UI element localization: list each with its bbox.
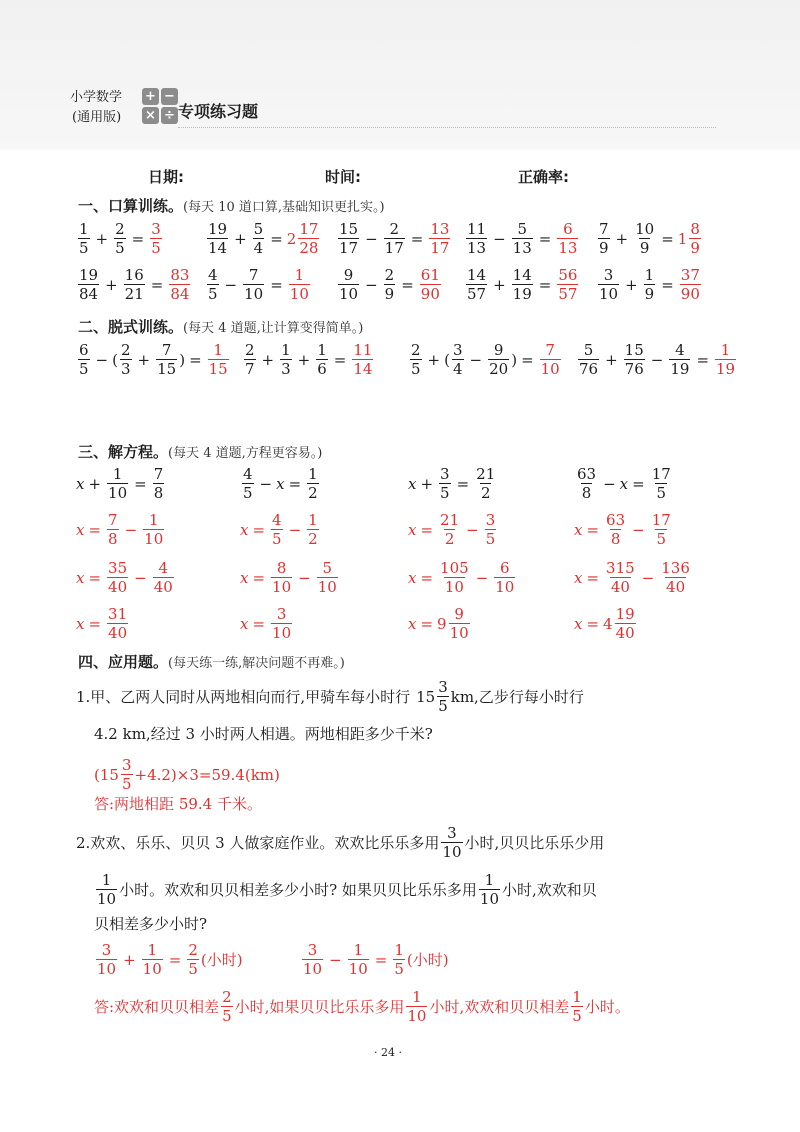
oral-q5: $\frac{7}{9}$ + $\frac{10}{9}$ = 1 $\frac{8}{9}$ [599,220,700,257]
app2-answer: 答:欢欢和贝贝相差 $\frac{2}{5}$ 小时,如果贝贝比乐乐多用 $\frac{1}{10}$ 小时,欢欢和贝贝相差 $\frac{1}{5}$ 小时。 [94,988,630,1025]
equation-2: $\frac{4}{5}$ − x = $\frac{1}{2}$ [243,465,318,502]
equation-1-step2: x = $\frac{35}{40}$ − $\frac{4}{40}$ [76,559,173,596]
stepwise-p4: $\frac{5}{76}$ + $\frac{15}{76}$ − $\frac{4}{19}$ = $\frac{1}{19}$ [579,341,736,378]
stepwise-p2: $\frac{2}{7}$ + $\frac{1}{3}$ + $\frac{1}{6}$ = $\frac{11}{14}$ [245,341,373,378]
brand-line1: 小学数学 [70,90,123,105]
time-label: 时间: [325,168,361,186]
oral-answer: $\frac{13}{17}$ [430,220,450,257]
section-title: 一、口算训练。 [78,197,184,215]
stepwise-answer: $\frac{7}{10}$ [540,341,560,378]
date-label: 日期: [148,168,184,186]
stepwise-answer: $\frac{1}{19}$ [716,341,736,378]
section-note: (每天 4 道题,方程更容易。) [168,446,323,461]
app2-calculation2: $\frac{3}{10}$ − $\frac{1}{10}$ = $\frac{1}{5}$ (小时) [303,941,449,978]
stepwise-p3: $\frac{2}{5}$ + ( $\frac{3}{4}$ − $\frac{9}{20}$ ) = $\frac{7}{10}$ [411,341,560,378]
oral-answer: $\frac{37}{90}$ [680,266,700,303]
oral-q6: $\frac{19}{84}$ + $\frac{16}{21}$ = $\frac{83}{84}$ [79,266,190,303]
equation-3-result: x = 9 $\frac{9}{10}$ [408,605,469,642]
section-note: (每天练一练,解决问题不再难。) [168,656,345,671]
oral-q4: $\frac{11}{13}$ − $\frac{5}{13}$ = $\frac{6}{13}$ [467,220,578,257]
brand-line2: (通用版) [72,110,122,125]
app1-question-line2: 4.2 km,经过 3 小时两人相遇。两地相距多少千米? [94,725,433,743]
page-number: · 24 · [374,1046,402,1059]
accuracy-label: 正确率: [518,168,569,186]
stepwise-p1: $\frac{6}{5}$ − ( $\frac{2}{3}$ + $\frac{7}{15}$ ) = $\frac{1}{15}$ [79,341,228,378]
oral-answer: $\frac{1}{10}$ [289,266,309,303]
equation-3: x + $\frac{3}{5}$ = $\frac{21}{2}$ [408,465,496,502]
equation-2-step1: x = $\frac{4}{5}$ − $\frac{1}{2}$ [240,511,318,548]
app2-question-line3: 贝相差多少小时? [94,915,208,933]
oral-q8: $\frac{9}{10}$ − $\frac{2}{9}$ = $\frac{61}{90}$ [339,266,440,303]
section-applications [78,651,345,672]
oral-q10: $\frac{3}{10}$ + $\frac{1}{9}$ = $\frac{37}{90}$ [599,266,700,303]
oral-answer: $\frac{61}{90}$ [420,266,440,303]
equation-4-step2: x = $\frac{315}{40}$ − $\frac{136}{40}$ [574,559,690,596]
app1-calculation: (15 $\frac{3}{5}$ +4.2)×3=59.4(km) [94,756,280,793]
divide-icon: ÷ [161,107,178,124]
app1-answer: 答:两地相距 59.4 千米。 [94,795,262,813]
section-note: (每天 4 道题,让计算变得简单。) [183,321,364,336]
header-divider [178,127,716,128]
oral-answer: $\frac{56}{57}$ [558,266,578,303]
app1-question-line1: 1.甲、乙两人同时从两地相向而行,甲骑车每小时行 15 $\frac{3}{5}$ km,乙步行每小时行 [76,678,584,715]
equation-4-result: x = 4 $\frac{19}{40}$ [574,605,635,642]
oral-answer: $\frac{6}{13}$ [558,220,578,257]
oral-q7: $\frac{4}{5}$ − $\frac{7}{10}$ = $\frac{1}{10}$ [208,266,309,303]
oral-answer: $\frac{83}{84}$ [170,266,190,303]
equation-2-result: x = $\frac{3}{10}$ [240,605,292,642]
oral-answer: $\frac{17}{28}$ [299,220,319,257]
equation-3-step2: x = $\frac{105}{10}$ − $\frac{6}{10}$ [408,559,515,596]
oral-q2: $\frac{19}{14}$ + $\frac{5}{4}$ = 2 $\frac{17}{28}$ [208,220,319,257]
equation-2-step2: x = $\frac{8}{10}$ − $\frac{5}{10}$ [240,559,337,596]
oral-answer: $\frac{8}{9}$ [690,220,700,257]
section-title: 二、脱式训练。 [78,318,184,336]
section-title: 三、解方程。 [78,443,169,461]
app2-question-line2: $\frac{1}{10}$ 小时。欢欢和贝贝相差多少小时? 如果贝贝比乐乐多用 $\frac{1}{10}$ 小时,欢欢和贝 [97,871,597,908]
operator-logo [142,88,180,126]
app2-calculation1: $\frac{3}{10}$ + $\frac{1}{10}$ = $\frac{2}{5}$ (小时) [97,941,243,978]
stepwise-answer: $\frac{1}{15}$ [208,341,228,378]
oral-answer: $\frac{3}{5}$ [151,220,161,257]
times-icon: × [142,107,159,124]
equation-3-step1: x = $\frac{21}{2}$ − $\frac{3}{5}$ [408,511,496,548]
section-title: 四、应用题。 [78,653,169,671]
stepwise-answer: $\frac{11}{14}$ [353,341,373,378]
oral-q3: $\frac{15}{17}$ − $\frac{2}{17}$ = $\frac{13}{17}$ [339,220,450,257]
oral-q9: $\frac{14}{57}$ + $\frac{14}{19}$ = $\frac{56}{57}$ [467,266,578,303]
book-title: 专项练习题 [178,102,259,121]
section-stepwise [78,316,363,337]
plus-icon: + [142,88,159,105]
equation-1-result: x = $\frac{31}{40}$ [76,605,128,642]
section-equations [78,441,322,462]
equation-4: $\frac{63}{8}$ − x = $\frac{17}{5}$ [577,465,671,502]
minus-icon: − [161,88,178,105]
section-note: (每天 10 道口算,基础知识更扎实。) [183,200,385,215]
app2-question-line1: 2.欢欢、乐乐、贝贝 3 人做家庭作业。欢欢比乐乐多用 $\frac{3}{10}$ 小时,贝贝比乐乐少用 [76,824,605,861]
oral-q1: $\frac{1}{5}$ + $\frac{2}{5}$ = $\frac{3}{5}$ [79,220,161,257]
section-oral [78,195,385,216]
equation-1-step1: x = $\frac{7}{8}$ − $\frac{1}{10}$ [76,511,164,548]
equation-1: x + $\frac{1}{10}$ = $\frac{7}{8}$ [76,465,164,502]
equation-4-step1: x = $\frac{63}{8}$ − $\frac{17}{5}$ [574,511,671,548]
